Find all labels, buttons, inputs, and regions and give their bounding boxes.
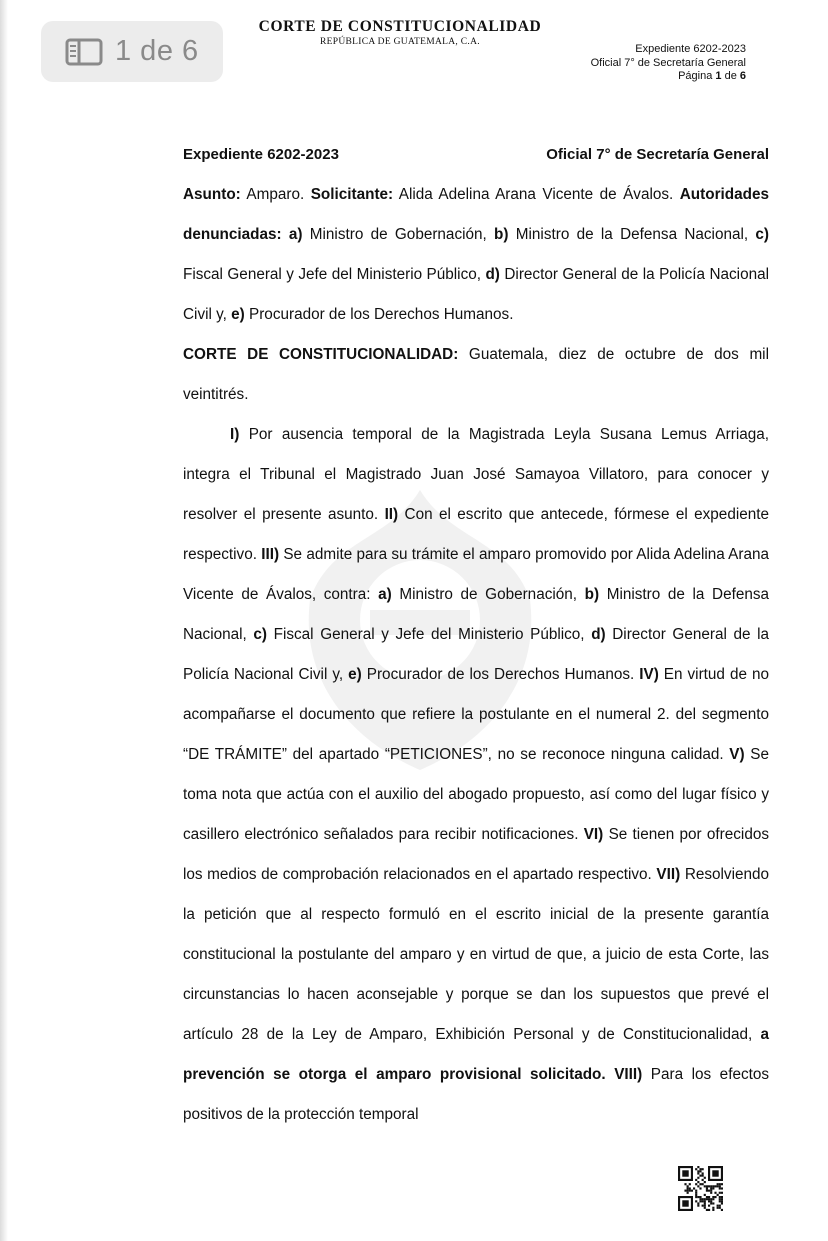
qr-module (695, 1196, 697, 1198)
qr-module (697, 1185, 699, 1187)
text-segment (606, 1066, 615, 1083)
document-body (183, 135, 769, 1135)
court-name: CORTE DE CONSTITUCIONALIDAD (258, 18, 542, 35)
qr-module (704, 1205, 706, 1207)
meta-oficial: Oficial 7° de Secretaría General (590, 56, 746, 69)
qr-module (717, 1194, 719, 1196)
bold-segment: c) (253, 626, 268, 643)
qr-module (697, 1172, 699, 1174)
qr-finder (682, 1200, 688, 1206)
title-oficial: Oficial 7° de Secretaría General (546, 146, 769, 163)
qr-module (712, 1207, 714, 1209)
qr-module (710, 1198, 712, 1200)
qr-module (697, 1196, 699, 1198)
qr-module (721, 1200, 723, 1202)
bold-segment: I) (230, 426, 240, 443)
qr-module (708, 1209, 710, 1211)
qr-module (697, 1202, 699, 1204)
qr-module (708, 1205, 710, 1207)
paragraph-asunto (183, 175, 769, 335)
bold-segment: Solicitante: (310, 186, 394, 203)
qr-module (687, 1187, 689, 1189)
text-segment: Ministro de la Defensa Nacional, (183, 586, 769, 643)
bold-segment: d) (485, 266, 500, 283)
qr-module (712, 1187, 714, 1189)
qr-module (689, 1190, 691, 1192)
text-segment: Se toma nota que actúa con el auxilio del abogado propuesto, así como del lugar físico y casillero electrónico señalados para recibir notificaciones. (183, 746, 769, 843)
text-segment: Procurador de los Derechos Humanos. (361, 666, 640, 683)
qr-module (699, 1200, 701, 1202)
qr-module (712, 1209, 714, 1211)
text-segment: Alida Adelina Arana Vicente de Ávalos. (393, 186, 680, 203)
qr-module (706, 1187, 708, 1189)
qr-module (702, 1168, 704, 1170)
bold-segment: IV) (639, 666, 659, 683)
text-segment: Se tienen por ofrecidos los medios de comprobación relacionados en el apartado respectivo. (183, 826, 769, 883)
meta-expediente: Expediente 6202-2023 (635, 43, 746, 55)
qr-module (717, 1183, 719, 1185)
text-segment: Ministro de Gobernación, (391, 586, 585, 603)
qr-module (706, 1190, 708, 1192)
qr-module (702, 1183, 704, 1185)
qr-module (695, 1183, 697, 1185)
text-segment: Guatemala, diez de octubre de dos mil veintitrés. (183, 346, 769, 403)
qr-module (717, 1185, 719, 1187)
page-indicator-label: 1 de 6 (115, 35, 199, 67)
text-segment: Resolviendo la petición que al respecto formuló en el escrito inicial de la presente garantía constitucional la postulante del amparo y en virtud de que, a juicio de esta Corte, las circunstancias lo hacen aconsejable y porque se dan los supuestos que prevé el artículo 28 de la Ley de Amparo, Exhibición Personal y de Constitucionalidad, (183, 866, 770, 1043)
bold-segment: VIII) (614, 1066, 643, 1083)
meta-pagina-total: 6 (739, 70, 746, 82)
text-segment: Con el escrito que antecede, fórmese el expediente respectivo. (183, 506, 769, 563)
qr-module (704, 1207, 706, 1209)
qr-module (706, 1185, 708, 1187)
qr-module (687, 1190, 689, 1192)
qr-module (695, 1179, 697, 1181)
page-indicator[interactable] (41, 21, 223, 82)
qr-module (710, 1202, 712, 1204)
bold-segment: d) (591, 626, 606, 643)
qr-module (702, 1205, 704, 1207)
text-segment: Director General de la Policía Nacional Civil y, (183, 626, 770, 683)
qr-module (710, 1187, 712, 1189)
qr-module (717, 1207, 719, 1209)
qr-module (704, 1194, 706, 1196)
qr-module (719, 1200, 721, 1202)
qr-module (704, 1202, 706, 1204)
qr-module (719, 1207, 721, 1209)
qr-module (710, 1185, 712, 1187)
qr-module (687, 1185, 689, 1187)
qr-module (719, 1185, 721, 1187)
meta-pagina-prefix: Página (678, 70, 716, 82)
qr-module (704, 1177, 706, 1179)
qr-module (712, 1185, 714, 1187)
qr-module (699, 1198, 701, 1200)
bold-segment: a prevención se otorga el amparo provisional solicitado. (183, 1026, 769, 1083)
qr-module (712, 1196, 714, 1198)
qr-module (714, 1185, 716, 1187)
qr-module (706, 1209, 708, 1211)
qr-module (710, 1190, 712, 1192)
qr-module (687, 1192, 689, 1194)
qr-module (712, 1202, 714, 1204)
text-segment: En virtud de no acompañarse el documento que refiere la postulante en el numeral 2. del segmento “DE TRÁMITE” del apartado “PETICIONES”, no se reconoce ninguna calidad. (183, 666, 769, 763)
qr-module (721, 1187, 723, 1189)
qr-module (708, 1185, 710, 1187)
qr-module (710, 1200, 712, 1202)
qr-module (708, 1200, 710, 1202)
qr-module (708, 1198, 710, 1200)
qr-module (721, 1209, 723, 1211)
qr-module (714, 1196, 716, 1198)
qr-module (697, 1166, 699, 1168)
document-title-row (183, 135, 769, 175)
bold-segment: VI) (583, 826, 604, 843)
qr-module (719, 1196, 721, 1198)
text-segment: Fiscal General y Jefe del Ministerio Público, (267, 626, 592, 643)
qr-module (719, 1183, 721, 1185)
paragraph-encabezado (183, 335, 769, 415)
text-segment: Procurador de los Derechos Humanos. (244, 306, 514, 323)
qr-module (702, 1200, 704, 1202)
qr-module (708, 1190, 710, 1192)
qr-module (684, 1183, 686, 1185)
court-country: REPÚBLICA DE GUATEMALA, C.A. (320, 37, 480, 47)
bold-segment: VII) (656, 866, 681, 883)
qr-module (706, 1196, 708, 1198)
qr-module (708, 1196, 710, 1198)
qr-module (689, 1187, 691, 1189)
qr-module (704, 1198, 706, 1200)
qr-module (714, 1192, 716, 1194)
text-segment: Fiscal General y Jefe del Ministerio Público, (183, 266, 486, 283)
bold-segment: b) (584, 586, 600, 603)
document-meta (591, 43, 746, 84)
qr-module (697, 1181, 699, 1183)
bold-segment: V) (729, 746, 745, 763)
qr-module (710, 1192, 712, 1194)
qr-module (717, 1205, 719, 1207)
qr-module (699, 1170, 701, 1172)
qr-module (719, 1205, 721, 1207)
title-expediente: Expediente 6202-2023 (183, 146, 339, 163)
qr-module (697, 1177, 699, 1179)
bold-segment: II) (384, 506, 399, 523)
qr-module (691, 1190, 693, 1192)
qr-module (702, 1198, 704, 1200)
text-segment: Amparo. (240, 186, 311, 203)
qr-module (695, 1194, 697, 1196)
qr-module (699, 1168, 701, 1170)
qr-module (702, 1179, 704, 1181)
qr-module (699, 1187, 701, 1189)
meta-pagina-mid: de (721, 70, 740, 82)
qr-module (702, 1172, 704, 1174)
qr-module (719, 1198, 721, 1200)
text-segment: Para los efectos positivos de la protección temporal (183, 1066, 770, 1123)
bold-segment: III) (261, 546, 280, 563)
qr-module (721, 1183, 723, 1185)
qr-module (697, 1170, 699, 1172)
bold-segment: a) (378, 586, 392, 603)
qr-module (712, 1198, 714, 1200)
text-segment: Ministro de Gobernación, (302, 226, 495, 243)
text-segment: Director General de la Policía Nacional Civil y, (183, 266, 769, 323)
bold-segment: Autoridades denunciadas: a) (183, 186, 769, 243)
qr-module (699, 1183, 701, 1185)
qr-finder (682, 1170, 688, 1176)
bold-segment: b) (494, 226, 509, 243)
qr-module (721, 1198, 723, 1200)
bold-segment: e) (348, 666, 362, 683)
paragraph-resolucion (183, 415, 769, 1135)
qr-module (689, 1183, 691, 1185)
qr-module (704, 1200, 706, 1202)
qr-module (721, 1202, 723, 1204)
qr-module (699, 1175, 701, 1177)
text-segment: Se admite para su trámite el amparo promovido por Alida Adelina Arana Vicente de Ávalos, contra: (183, 546, 769, 603)
qr-module (695, 1200, 697, 1202)
qr-module (721, 1196, 723, 1198)
bold-segment: c) (755, 226, 770, 243)
qr-module (695, 1190, 697, 1192)
court-header (200, 18, 600, 47)
qr-module (719, 1187, 721, 1189)
qr-module (695, 1192, 697, 1194)
qr-module (699, 1196, 701, 1198)
qr-module (719, 1192, 721, 1194)
meta-pagina (591, 70, 746, 84)
bold-segment: Asunto: (183, 186, 241, 203)
qr-module (721, 1192, 723, 1194)
qr-module (693, 1187, 695, 1189)
qr-module (697, 1205, 699, 1207)
text-segment: Ministro de la Defensa Nacional, (508, 226, 756, 243)
qr-module (695, 1168, 697, 1170)
qr-module (684, 1190, 686, 1192)
qr-finder (712, 1170, 718, 1176)
sidebar-panel-icon[interactable] (65, 38, 103, 66)
qr-module (704, 1185, 706, 1187)
bold-segment: CORTE DE CONSTITUCIONALIDAD: (183, 346, 459, 363)
qr-code-icon (678, 1166, 723, 1211)
qr-module (704, 1181, 706, 1183)
qr-module (706, 1198, 708, 1200)
meta-pagina-num: 1 (715, 70, 722, 82)
qr-module (702, 1175, 704, 1177)
page-shadow-edge (0, 0, 8, 1241)
text-segment: Por ausencia temporal de la Magistrada Leyla Susana Lemus Arriaga, integra el Tribunal el Magistrado Juan José Samayoa Villatoro, para conocer y resolver el presente asunto. (183, 426, 769, 523)
bold-segment: e) (231, 306, 245, 323)
